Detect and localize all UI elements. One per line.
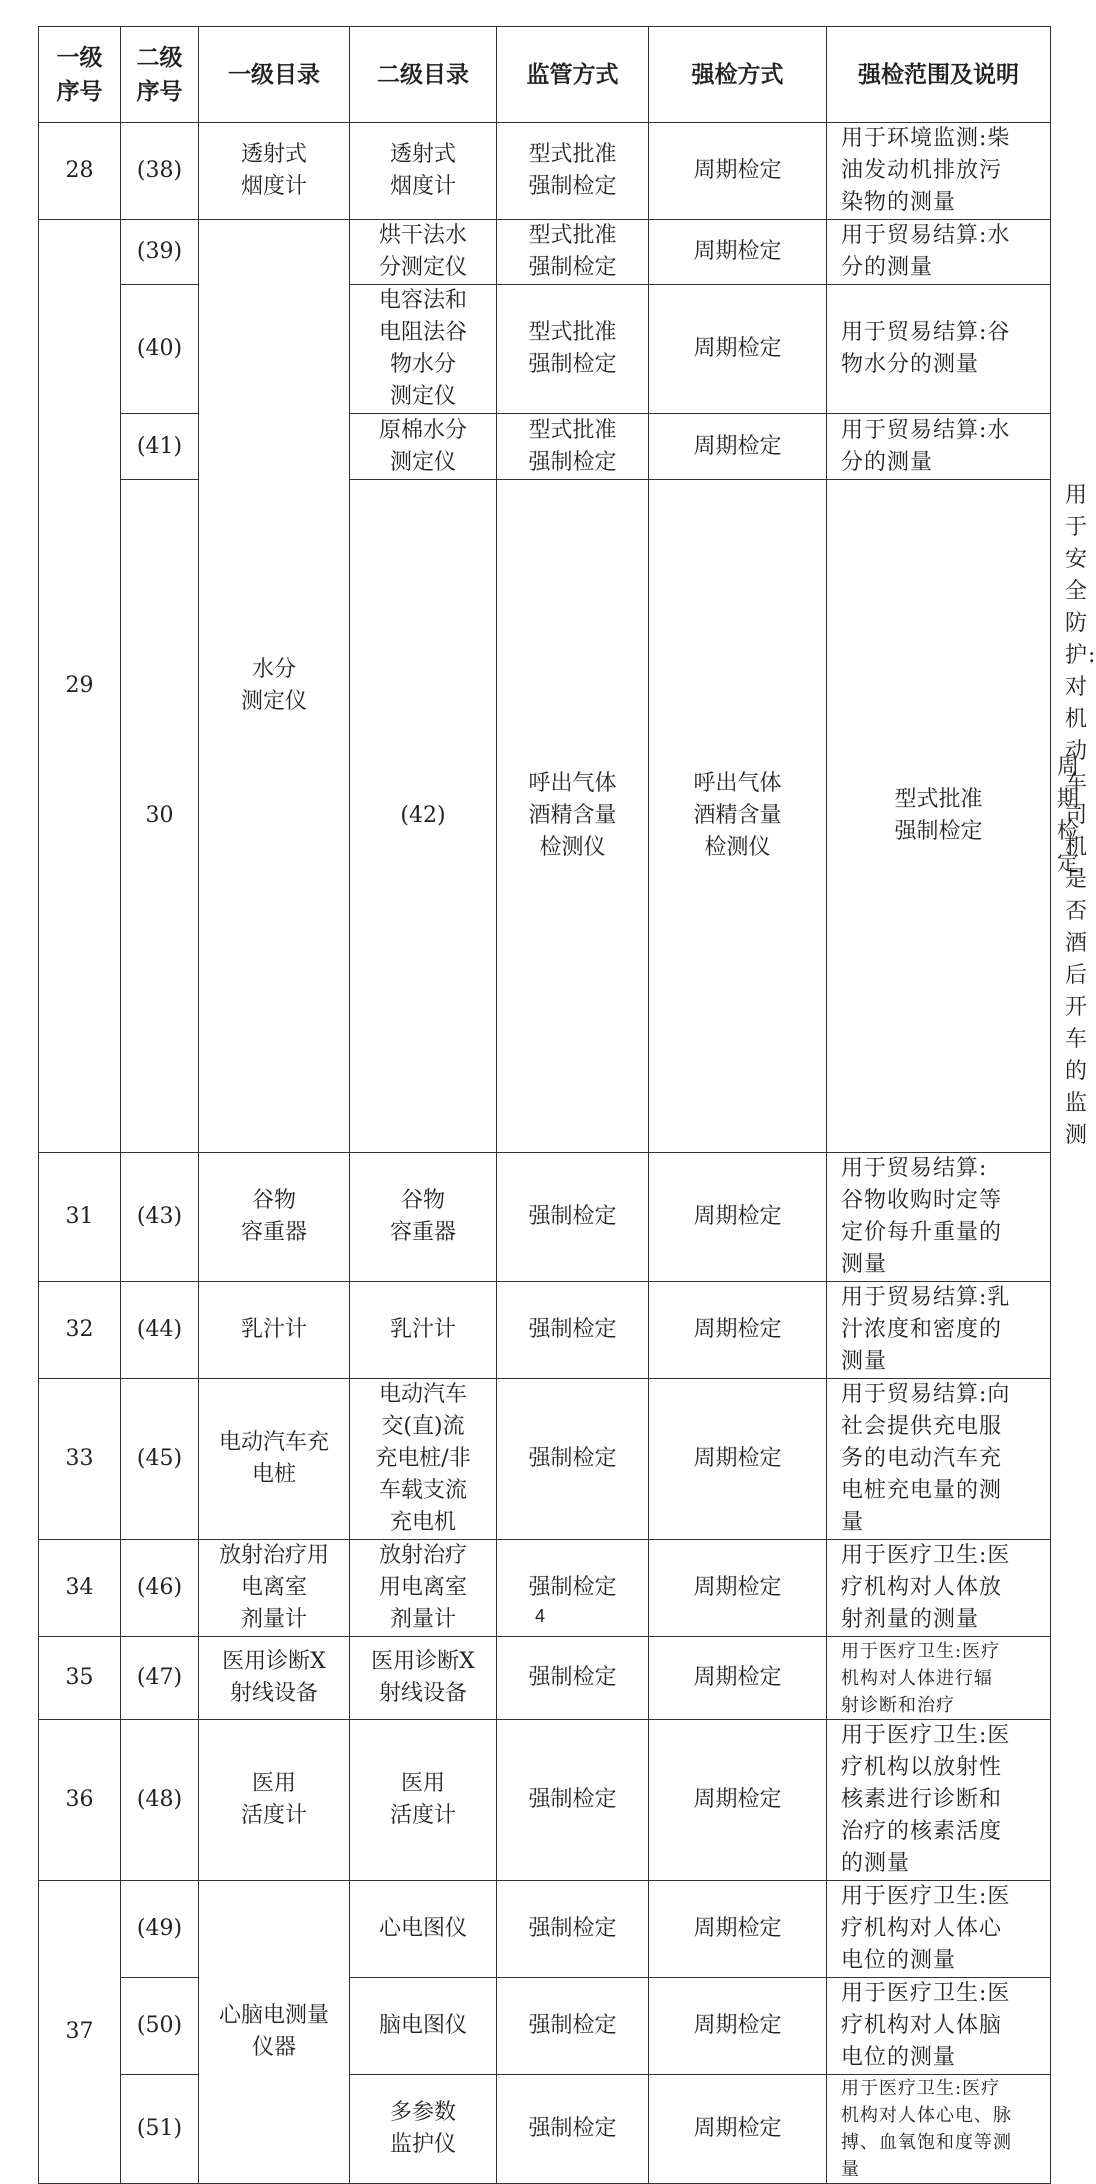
table-row: [39, 285, 1051, 414]
method-cell: 周期检定: [649, 1540, 827, 1637]
l2-no-cell: (39): [121, 220, 199, 285]
table-row: [39, 1720, 1051, 1881]
supervision-cell: 强制检定: [497, 1540, 649, 1637]
l2-no-cell: (38): [121, 123, 199, 220]
table-row: [39, 220, 1051, 285]
l2-no-cell: (48): [121, 1720, 199, 1881]
description-cell: 用于环境监测:柴 油发动机排放污 染物的测量: [827, 123, 1051, 220]
table-row: [39, 1978, 1051, 2075]
l2-no-cell: (40): [121, 285, 199, 414]
table-body: [39, 123, 1096, 2184]
l1-name-cell: 水分 测定仪: [199, 220, 350, 1153]
l1-name-cell: 谷物 容重器: [199, 1153, 350, 1282]
l2-name-cell: 乳汁计: [350, 1282, 497, 1379]
supervision-cell: 强制检定: [497, 1153, 649, 1282]
description-cell: 用于贸易结算:谷 物水分的测量: [827, 285, 1051, 414]
l1-no-cell: 32: [39, 1282, 121, 1379]
supervision-cell: 型式批准 强制检定: [497, 123, 649, 220]
description-cell: 用于医疗卫生:医疗 机构对人体进行辐 射诊断和治疗: [827, 1637, 1051, 1720]
l1-no-cell: 37: [39, 1881, 121, 2184]
l2-name-cell: 烘干法水 分测定仪: [350, 220, 497, 285]
table-row: 30 (42) 呼出气体 酒精含量 检测仪 呼出气体 酒精含量 检测仪 型式批准 强制检定 周期检定 用于安全防护:对 机动车司机是否 酒后开车的监测: [39, 480, 1051, 1153]
l2-no-cell: (47): [121, 1637, 199, 1720]
description-cell: 用于贸易结算:水 分的测量: [827, 414, 1051, 480]
l1-no-cell: 36: [39, 1720, 121, 1881]
description-cell: 用于医疗卫生:医 疗机构对人体心 电位的测量: [827, 1881, 1051, 1978]
l1-no-cell: 29: [39, 220, 121, 1153]
method-cell: 周期检定: [649, 285, 827, 414]
method-cell: 周期检定: [649, 123, 827, 220]
header-l1-name: 一级目录: [199, 27, 350, 123]
l2-name-cell: 放射治疗 用电离室 剂量计: [350, 1540, 497, 1637]
inspection-table: [38, 26, 1096, 2184]
l2-no-cell: (42): [350, 480, 497, 1153]
l1-name-cell: 呼出气体 酒精含量 检测仪: [497, 480, 649, 1153]
supervision-cell: 型式批准 强制检定: [497, 414, 649, 480]
supervision-cell: 强制检定: [497, 1881, 649, 1978]
l1-no-cell: 35: [39, 1637, 121, 1720]
l1-name-cell: 透射式 烟度计: [199, 123, 350, 220]
header-supervision: 监管方式: [497, 27, 649, 123]
table-row: [39, 1282, 1051, 1379]
table-row: [39, 123, 1051, 220]
l2-name-cell: 医用诊断X 射线设备: [350, 1637, 497, 1720]
header-description: 强检范围及说明: [827, 27, 1051, 123]
l1-name-cell: 医用诊断X 射线设备: [199, 1637, 350, 1720]
method-cell: 周期检定: [649, 414, 827, 480]
l2-name-cell: 谷物 容重器: [350, 1153, 497, 1282]
l1-no-cell: 34: [39, 1540, 121, 1637]
table-row: [39, 414, 1051, 480]
l1-name-cell: 医用 活度计: [199, 1720, 350, 1881]
supervision-cell: 型式批准 强制检定: [497, 285, 649, 414]
table-row: [39, 1881, 1051, 1978]
method-cell: 周期检定: [649, 1379, 827, 1540]
l1-no-cell: 28: [39, 123, 121, 220]
l2-no-cell: (43): [121, 1153, 199, 1282]
supervision-cell: 强制检定: [497, 1379, 649, 1540]
l1-name-cell: 电动汽车充 电桩: [199, 1379, 350, 1540]
l2-name-cell: 原棉水分 测定仪: [350, 414, 497, 480]
l2-name-cell: 透射式 烟度计: [350, 123, 497, 220]
l2-name-cell: 电容法和 电阻法谷 物水分 测定仪: [350, 285, 497, 414]
page-number: 4: [534, 1606, 545, 1626]
table-row: [39, 1153, 1051, 1282]
supervision-cell: 强制检定: [497, 1720, 649, 1881]
l2-name-cell: 电动汽车 交(直)流 充电桩/非 车载支流 充电机: [350, 1379, 497, 1540]
l1-no-cell: 30: [121, 480, 199, 1153]
l2-no-cell: (49): [121, 1881, 199, 1978]
supervision-cell: 强制检定: [497, 1637, 649, 1720]
method-cell: 周期检定: [649, 1881, 827, 1978]
l1-no-cell: 33: [39, 1379, 121, 1540]
l2-name-cell: 呼出气体 酒精含量 检测仪: [649, 480, 827, 1153]
description-cell: 用于医疗卫生:医 疗机构以放射性 核素进行诊断和 治疗的核素活度 的测量: [827, 1720, 1051, 1881]
header-l2-no: 二级 序号: [121, 27, 199, 123]
method-cell: 周期检定: [649, 1720, 827, 1881]
table-row: [39, 2075, 1051, 2184]
l1-name-cell: 心脑电测量 仪器: [199, 1881, 350, 2184]
description-cell: 用于贸易结算:水 分的测量: [827, 220, 1051, 285]
header-l2-name: 二级目录: [350, 27, 497, 123]
header-method: 强检方式: [649, 27, 827, 123]
supervision-cell: 强制检定: [497, 1978, 649, 2075]
l2-no-cell: (41): [121, 414, 199, 480]
l2-no-cell: (51): [121, 2075, 199, 2184]
header-l1-no: 一级 序号: [39, 27, 121, 123]
method-cell: 周期检定: [649, 1153, 827, 1282]
l2-name-cell: 医用 活度计: [350, 1720, 497, 1881]
method-cell: 周期检定: [649, 1637, 827, 1720]
description-cell: 用于医疗卫生:医疗 机构对人体心电、脉 搏、血氧饱和度等测 量: [827, 2075, 1051, 2184]
l2-no-cell: (50): [121, 1978, 199, 2075]
method-cell: 周期检定: [649, 2075, 827, 2184]
supervision-cell: 型式批准 强制检定: [827, 480, 1051, 1153]
l2-no-cell: (44): [121, 1282, 199, 1379]
description-cell: 用于贸易结算: 谷物收购时定等 定价每升重量的 测量: [827, 1153, 1051, 1282]
description-cell: 用于贸易结算:乳 汁浓度和密度的 测量: [827, 1282, 1051, 1379]
supervision-cell: 强制检定: [497, 1282, 649, 1379]
l2-no-cell: (46): [121, 1540, 199, 1637]
method-cell: 周期检定: [649, 1978, 827, 2075]
l2-name-cell: 心电图仪: [350, 1881, 497, 1978]
l2-name-cell: 脑电图仪: [350, 1978, 497, 2075]
l2-no-cell: (45): [121, 1379, 199, 1540]
table-row: [39, 1379, 1051, 1540]
l1-name-cell: 乳汁计: [199, 1282, 350, 1379]
description-cell: 用于医疗卫生:医 疗机构对人体放 射剂量的测量: [827, 1540, 1051, 1637]
description-cell: 用于医疗卫生:医 疗机构对人体脑 电位的测量: [827, 1978, 1051, 2075]
method-cell: 周期检定: [649, 1282, 827, 1379]
table-row: [39, 1637, 1051, 1720]
supervision-cell: 强制检定: [497, 2075, 649, 2184]
l1-no-cell: 31: [39, 1153, 121, 1282]
supervision-cell: 型式批准 强制检定: [497, 220, 649, 285]
l1-name-cell: 放射治疗用 电离室 剂量计: [199, 1540, 350, 1637]
l2-name-cell: 多参数 监护仪: [350, 2075, 497, 2184]
method-cell: 周期检定: [649, 220, 827, 285]
header-row: [39, 27, 1051, 123]
description-cell: 用于贸易结算:向 社会提供充电服 务的电动汽车充 电桩充电量的测 量: [827, 1379, 1051, 1540]
